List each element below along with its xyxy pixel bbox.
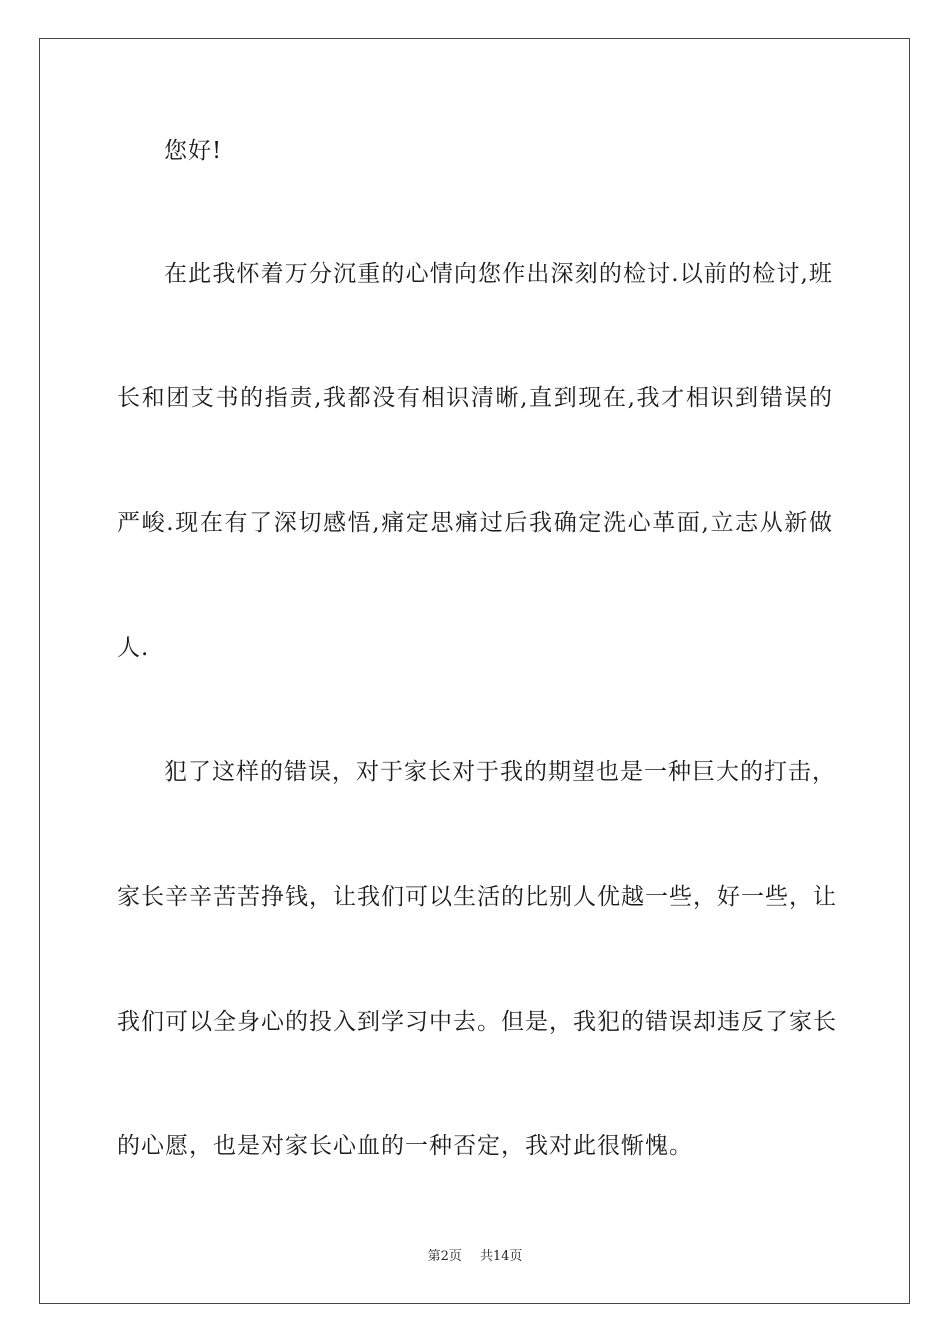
paragraph-1-line-3: 严峻.现在有了深切感悟,痛定思痛过后我确定洗心革面,立志从新做 xyxy=(117,510,833,536)
paragraph-1-line-2: 长和团支书的指责,我都没有相识清晰,直到现在,我才相识到错误的 xyxy=(117,385,833,411)
page-number-current: 第2页 xyxy=(427,1249,462,1264)
paragraph-2-line-4: 的心愿，也是对家长心血的一种否定，我对此很惭愧。 xyxy=(117,1133,693,1159)
page-footer xyxy=(0,1248,950,1266)
paragraph-2-line-2: 家长辛辛苦苦挣钱，让我们可以生活的比别人优越一些，好一些，让 xyxy=(117,884,837,910)
paragraph-1-line-1: 在此我怀着万分沉重的心情向您作出深刻的检讨.以前的检讨,班 xyxy=(164,261,833,287)
greeting: 您好! xyxy=(164,138,223,164)
page-border xyxy=(39,38,910,1304)
paragraph-2-line-3: 我们可以全身心的投入到学习中去。但是，我犯的错误却违反了家长 xyxy=(117,1009,837,1035)
paragraph-1-line-4: 人. xyxy=(117,635,150,661)
page-number-total: 共14页 xyxy=(479,1249,523,1264)
paragraph-2-line-1: 犯了这样的错误，对于家长对于我的期望也是一种巨大的打击， xyxy=(164,759,836,785)
